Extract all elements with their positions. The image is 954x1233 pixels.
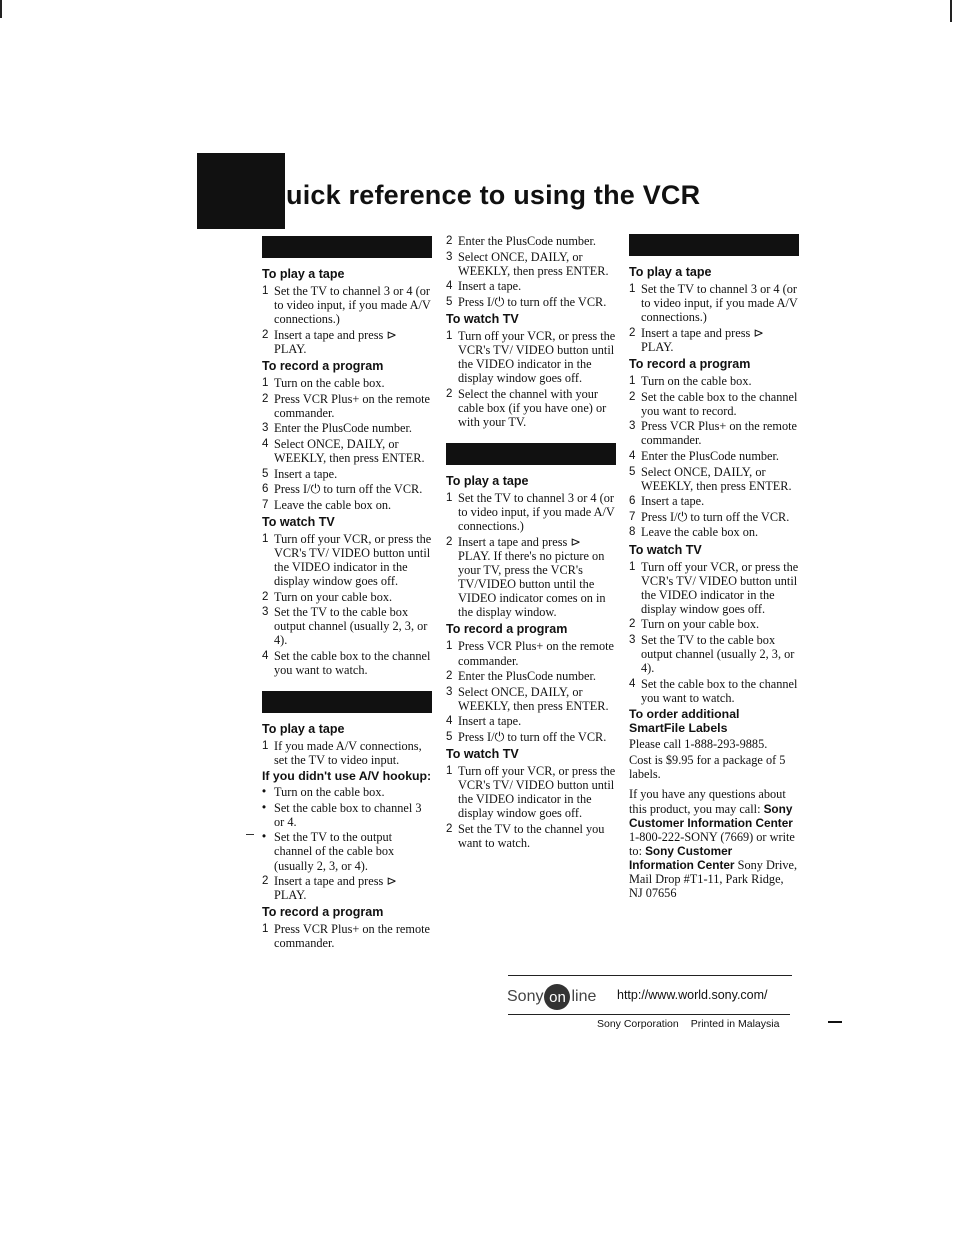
- footer-rule-top: [508, 975, 792, 976]
- step-number: 3: [629, 420, 636, 433]
- section-header-bar: [262, 236, 432, 258]
- step-item: [446, 669, 616, 683]
- procedure-heading: To watch TV: [629, 542, 702, 557]
- contact-intro: If you have any questions about this product, you may call:: [629, 787, 786, 816]
- step-number: 2: [262, 392, 269, 405]
- page-title: uick reference to using the VCR: [286, 180, 701, 210]
- order-cost: Cost is $9.95 for a package of 5 labels.: [629, 753, 786, 782]
- step-number: 3: [629, 633, 636, 646]
- section-header-bar: [629, 234, 799, 256]
- step-number: 4: [262, 650, 269, 663]
- step-number: 2: [262, 875, 269, 888]
- step-number: 5: [629, 465, 636, 478]
- step-text: Set the TV to the output channel of the cable box (usually 2, 3, or 4).: [274, 830, 395, 873]
- step-number: •: [262, 801, 267, 814]
- procedure-steps: [629, 282, 799, 354]
- step-item: [629, 374, 799, 388]
- step-number: 3: [446, 250, 453, 263]
- procedure-heading: To record a program: [262, 358, 384, 373]
- step-text: Select ONCE, DAILY, or WEEKLY, then press ENTER.: [641, 464, 792, 493]
- procedure-heading: To watch TV: [262, 514, 335, 529]
- mailing-address: Sony Drive, Mail Drop #T1-11, Park Ridge, NJ 07656: [629, 857, 798, 901]
- step-text: Press VCR Plus+ on the remote commander.: [641, 419, 797, 448]
- step-text: Select ONCE, DAILY, or WEEKLY, then press ENTER.: [458, 684, 609, 713]
- step-text: Turn on the cable box.: [274, 375, 385, 390]
- procedure-steps: [629, 374, 799, 540]
- mode-section: [446, 443, 616, 850]
- bullet-item: [262, 785, 432, 799]
- mode-section: [629, 234, 799, 705]
- step-item: [446, 685, 616, 713]
- step-text: Set the TV to channel 3 or 4 (or to video input, if you made A/V connections.): [641, 282, 798, 325]
- procedure-heading: To play a tape: [629, 265, 712, 279]
- step-item: [629, 510, 799, 524]
- step-item: [446, 491, 616, 533]
- step-number: •: [262, 786, 267, 799]
- step-text: Turn on the cable box.: [641, 373, 752, 388]
- step-number: 7: [262, 498, 269, 511]
- step-text: Insert a tape.: [641, 494, 705, 509]
- order-heading: To order additional SmartFile Labels: [629, 706, 740, 736]
- step-number: 4: [262, 437, 269, 450]
- step-text: Insert a tape.: [458, 279, 522, 294]
- step-number: 3: [446, 685, 453, 698]
- step-number: 7: [629, 510, 636, 523]
- step-number: 5: [446, 731, 453, 744]
- procedure-heading: To play a tape: [262, 267, 345, 281]
- step-number: 1: [446, 765, 453, 778]
- column-right: [629, 234, 799, 902]
- procedure-steps: [262, 922, 432, 950]
- mode-section: [262, 691, 432, 950]
- step-number: 1: [262, 532, 269, 545]
- procedure-heading: To record a program: [262, 905, 384, 920]
- step-text: Press I/⏻ to turn off the VCR.: [458, 730, 607, 745]
- step-item: [629, 282, 799, 324]
- step-number: 4: [629, 449, 636, 462]
- step-text: Leave the cable box on.: [641, 525, 759, 540]
- address-name: Sony Customer Information Center: [629, 843, 735, 872]
- step-item: [446, 639, 616, 667]
- procedure-steps: [446, 491, 616, 619]
- step-item: [262, 392, 432, 420]
- procedure-steps: [446, 329, 616, 429]
- step-number: 1: [446, 492, 453, 505]
- step-number: 2: [262, 590, 269, 603]
- step-number: 6: [629, 495, 636, 508]
- procedure-steps: [262, 739, 432, 902]
- step-item: [629, 419, 799, 447]
- procedure-steps: [262, 376, 432, 512]
- step-item: [262, 605, 432, 647]
- procedure-heading: To record a program: [629, 356, 751, 371]
- step-text: Select the channel with your cable box (if you have one) or with your TV.: [458, 386, 607, 430]
- step-text: Enter the PlusCode number.: [458, 669, 596, 684]
- step-item: [446, 535, 616, 620]
- step-text: Insert a tape and press ⊳ PLAY. If there's no picture on your TV, press the VCR's TV/VIDEO button until the VIDEO indicator comes on in the display window.: [458, 534, 606, 620]
- step-item: [262, 482, 432, 496]
- procedure-steps: [262, 532, 432, 677]
- step-text: Enter the PlusCode number.: [641, 448, 779, 463]
- step-item: [446, 822, 616, 850]
- step-number: 3: [262, 606, 269, 619]
- step-item: [629, 326, 799, 354]
- scan-edge-left: [0, 0, 2, 18]
- step-item: [629, 449, 799, 463]
- step-number: 1: [629, 374, 636, 387]
- step-item: [446, 295, 616, 309]
- step-text: Turn on your cable box.: [274, 589, 393, 604]
- column-middle: [446, 234, 616, 852]
- website-url[interactable]: http://www.world.sony.com/: [617, 988, 768, 1002]
- mode-section: [262, 236, 432, 677]
- step-number: 1: [262, 923, 269, 936]
- step-text: Press I/⏻ to turn off the VCR.: [274, 482, 423, 497]
- footer-rule-bottom: [508, 1014, 790, 1015]
- step-item: [262, 649, 432, 677]
- step-text: Turn off your VCR, or press the VCR's TV/ VIDEO button until the VIDEO indicator in the display window goes off.: [641, 559, 799, 616]
- step-text: Press I/⏻ to turn off the VCR.: [458, 294, 607, 309]
- mode-section: [446, 234, 616, 429]
- step-number: •: [262, 831, 267, 844]
- step-text: Insert a tape and press ⊳ PLAY.: [274, 327, 397, 356]
- procedure-heading: To play a tape: [262, 722, 345, 737]
- step-item: [446, 714, 616, 728]
- step-number: 3: [262, 422, 269, 435]
- footer-imprint: [597, 1018, 779, 1030]
- step-text: Select ONCE, DAILY, or WEEKLY, then press ENTER.: [458, 249, 609, 278]
- step-item: [262, 498, 432, 512]
- step-text: Set the cable box to channel 3 or 4.: [274, 800, 422, 829]
- step-item: [446, 329, 616, 385]
- step-text: Select ONCE, DAILY, or WEEKLY, then press ENTER.: [274, 436, 425, 465]
- bullet-item: [262, 801, 432, 829]
- contact-name: Sony Customer Information Center: [629, 801, 793, 830]
- step-text: Insert a tape.: [458, 714, 522, 729]
- step-item: [262, 467, 432, 481]
- column-left: [262, 236, 432, 952]
- step-text: Set the cable box to the channel you want to record.: [641, 389, 798, 418]
- procedure-steps: [262, 284, 432, 356]
- step-number: 2: [446, 823, 453, 835]
- step-text: Insert a tape and press ⊳ PLAY.: [274, 874, 397, 903]
- step-item: [262, 328, 432, 356]
- step-text: Set the TV to the cable box output channel (usually 2, 3, or 4).: [641, 632, 795, 676]
- step-text: Enter the PlusCode number.: [458, 234, 596, 248]
- procedure-heading: To watch TV: [446, 311, 519, 326]
- step-text: Insert a tape.: [274, 466, 338, 481]
- step-item: [446, 250, 616, 278]
- brand-on-badge: on: [544, 984, 570, 1010]
- step-number: 2: [629, 618, 636, 631]
- step-text: Insert a tape and press ⊳ PLAY.: [641, 325, 764, 354]
- step-number: 6: [262, 483, 269, 496]
- step-item: [629, 633, 799, 675]
- sony-online-logo: [507, 984, 596, 1010]
- procedure-steps: [446, 764, 616, 850]
- step-number: 1: [262, 740, 269, 753]
- step-text: Set the TV to the cable box output channel (usually 2, 3, or 4).: [274, 605, 428, 648]
- step-text: Press VCR Plus+ on the remote commander.: [458, 639, 614, 668]
- step-item: [629, 617, 799, 631]
- step-item: [262, 590, 432, 604]
- step-text: Press VCR Plus+ on the remote commander.: [274, 391, 430, 420]
- step-number: 4: [629, 677, 636, 690]
- step-number: 4: [446, 715, 453, 728]
- bullet-item: [262, 830, 432, 872]
- step-number: 4: [446, 280, 453, 293]
- step-text: Turn off your VCR, or press the VCR's TV/ VIDEO button until the VIDEO indicator in the display window goes off.: [458, 764, 616, 821]
- step-item: [262, 532, 432, 588]
- step-number: 2: [629, 390, 636, 403]
- step-number: 5: [262, 467, 269, 480]
- step-number: 2: [446, 387, 453, 400]
- order-info: [629, 707, 799, 900]
- step-text: Set the TV to channel 3 or 4 (or to video input, if you made A/V connections.): [274, 284, 431, 327]
- step-item: [262, 922, 432, 950]
- margin-mark: [246, 834, 254, 835]
- printed-in: Printed in Malaysia: [690, 1018, 780, 1030]
- step-number: 2: [629, 326, 636, 339]
- page-edge-mark: [828, 1021, 842, 1023]
- procedure-heading: To watch TV: [446, 747, 519, 762]
- step-text: Enter the PlusCode number.: [274, 421, 412, 436]
- step-item: [262, 437, 432, 465]
- step-item: [629, 677, 799, 705]
- step-text: Set the TV to channel 3 or 4 (or to video input, if you made A/V connections.): [458, 491, 615, 534]
- procedure-steps: [446, 234, 616, 309]
- step-number: 2: [446, 535, 453, 548]
- step-number: 1: [446, 640, 453, 653]
- contact-phone: 1-800-222-SONY (7669) or write to:: [629, 829, 795, 858]
- company-name: Sony Corporation: [597, 1018, 679, 1030]
- step-item: [446, 279, 616, 293]
- step-number: 8: [629, 526, 636, 539]
- procedure-steps: [446, 639, 616, 744]
- step-item: [629, 560, 799, 616]
- step-item: [262, 739, 432, 767]
- step-text: Leave the cable box on.: [274, 497, 392, 512]
- step-number: 1: [262, 285, 269, 297]
- step-text: Turn on your cable box.: [641, 617, 760, 632]
- step-number: 2: [446, 235, 453, 247]
- title-initial-block: [197, 153, 285, 229]
- step-text: Turn off your VCR, or press the VCR's TV/ VIDEO button until the VIDEO indicator in the display window goes off.: [274, 531, 432, 589]
- step-item: [629, 494, 799, 508]
- step-item: [262, 421, 432, 435]
- step-text: Press VCR Plus+ on the remote commander.: [274, 922, 430, 951]
- step-number: 1: [629, 560, 636, 573]
- step-number: 2: [262, 328, 269, 341]
- step-text: Turn off your VCR, or press the VCR's TV/ VIDEO button until the VIDEO indicator in the display window goes off.: [458, 328, 616, 386]
- step-item: [446, 764, 616, 820]
- contact-paragraph: [629, 787, 799, 900]
- step-text: If you made A/V connections, set the TV to video input.: [274, 739, 422, 768]
- step-text: Set the cable box to the channel you want to watch.: [641, 676, 798, 705]
- step-text: Press I/⏻ to turn off the VCR.: [641, 509, 790, 524]
- section-header-bar: [446, 443, 616, 465]
- step-item: [262, 874, 432, 902]
- procedure-heading: To play a tape: [446, 474, 529, 489]
- brand-sony-text: Sony: [507, 988, 544, 1005]
- order-phone: Please call 1-888-293-9885.: [629, 737, 768, 752]
- step-item: [262, 284, 432, 326]
- step-text: Turn on the cable box.: [274, 785, 385, 800]
- step-number: 1: [262, 376, 269, 389]
- procedure-steps: [629, 560, 799, 705]
- step-text: Set the TV to the channel you want to watch.: [458, 822, 605, 851]
- step-item: [446, 387, 616, 429]
- scan-edge-right: [950, 0, 952, 22]
- brand-line-text: line: [571, 988, 597, 1005]
- step-number: 1: [446, 329, 453, 342]
- procedure-heading: To record a program: [446, 622, 568, 637]
- step-number: 2: [446, 670, 453, 683]
- section-header-bar: [262, 691, 432, 713]
- step-number: 1: [629, 283, 636, 295]
- step-subheading: If you didn't use A/V hookup:: [262, 768, 432, 783]
- step-item: [629, 390, 799, 418]
- step-item: [629, 465, 799, 493]
- step-item: [446, 730, 616, 744]
- step-text: Set the cable box to the channel you want to watch.: [274, 649, 431, 678]
- step-item: [629, 525, 799, 539]
- step-number: 5: [446, 295, 453, 308]
- step-item: [446, 234, 616, 248]
- step-item: [262, 376, 432, 390]
